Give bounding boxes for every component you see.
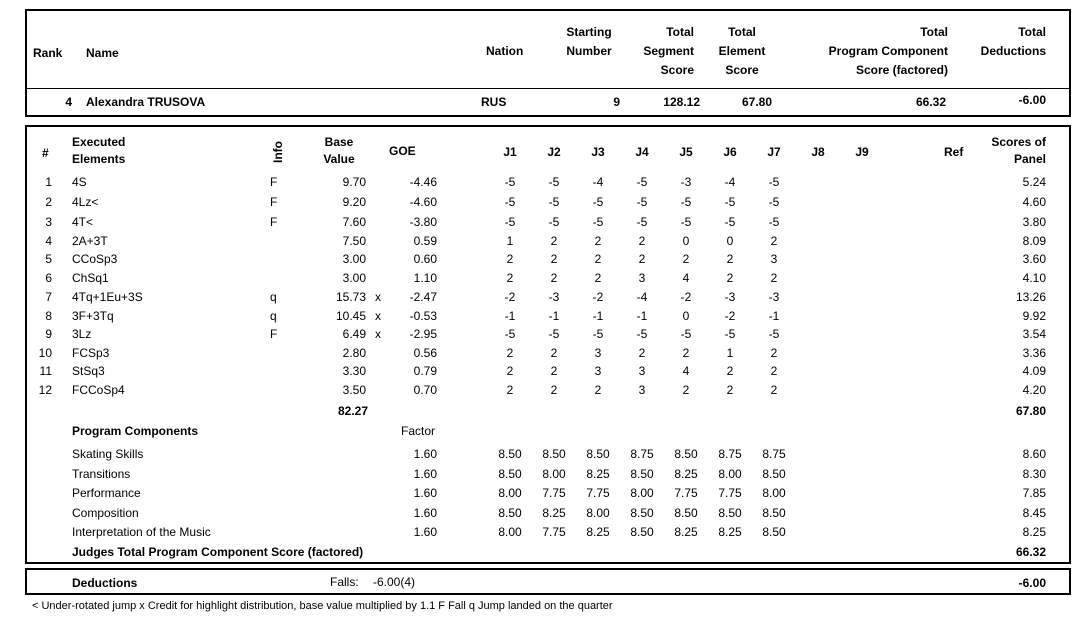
element-info: F xyxy=(270,195,278,209)
element-judge-score: 2 xyxy=(726,364,734,378)
element-bonus-mark: x xyxy=(375,327,381,341)
header-pcs-line2: Program Component xyxy=(828,44,948,58)
element-base-value: 3.30 xyxy=(342,364,366,378)
element-panel-score: 8.09 xyxy=(1022,234,1046,248)
element-judge-score: 2 xyxy=(550,364,558,378)
element-judge-score: 2 xyxy=(506,271,514,285)
element-judge-score: -2 xyxy=(592,290,604,304)
component-judge-score: 8.75 xyxy=(718,447,742,461)
element-base-value: 3.00 xyxy=(342,271,366,285)
element-code: StSq3 xyxy=(72,364,105,378)
component-judge-score: 8.00 xyxy=(542,467,566,481)
element-judge-score: 0 xyxy=(682,234,690,248)
component-factor: 1.60 xyxy=(413,506,437,520)
component-judge-score: 8.50 xyxy=(674,506,698,520)
element-panel-score: 3.36 xyxy=(1022,346,1046,360)
element-judge-score: -1 xyxy=(768,309,780,323)
header-deductions-line1: Total xyxy=(1018,25,1046,39)
element-goe: 1.10 xyxy=(413,271,437,285)
element-judge-score: -5 xyxy=(636,215,648,229)
element-info: q xyxy=(270,309,277,323)
element-judge-score: 2 xyxy=(594,234,602,248)
header-judge-4: J4 xyxy=(635,145,649,159)
component-judge-score: 8.50 xyxy=(498,467,522,481)
element-judge-score: -5 xyxy=(724,215,736,229)
component-judge-score: 8.25 xyxy=(586,525,610,539)
element-judge-score: 3 xyxy=(594,364,602,378)
element-judge-score: 2 xyxy=(726,271,734,285)
skater-nation: RUS xyxy=(481,95,507,109)
element-panel-score: 4.60 xyxy=(1022,195,1046,209)
element-judge-score: 2 xyxy=(594,252,602,266)
component-judge-score: 8.50 xyxy=(630,525,654,539)
component-judge-score: 8.50 xyxy=(762,525,786,539)
component-name: Transitions xyxy=(72,467,131,481)
component-judge-score: 8.25 xyxy=(586,467,610,481)
header-goe: GOE xyxy=(389,144,416,158)
element-goe: 0.79 xyxy=(413,364,437,378)
element-judge-score: -3 xyxy=(680,175,692,189)
component-judge-score: 7.75 xyxy=(674,486,698,500)
element-number: 5 xyxy=(45,252,52,266)
component-name: Skating Skills xyxy=(72,447,144,461)
header-pcs-line1: Total xyxy=(920,25,948,39)
skater-tss: 128.12 xyxy=(663,95,700,109)
pcs-total-value: 66.32 xyxy=(1015,545,1046,559)
element-bonus-mark: x xyxy=(375,309,381,323)
element-number: 3 xyxy=(45,215,52,229)
legend-footnote: < Under-rotated jump x Credit for highlight distribution, base value multiplied by 1.1 F Fall q Jump landed on the quarter xyxy=(32,600,613,612)
element-judge-score: 2 xyxy=(770,383,778,397)
component-judge-score: 8.50 xyxy=(762,506,786,520)
element-judge-score: 2 xyxy=(550,234,558,248)
skater-pcs: 66.32 xyxy=(915,95,946,109)
element-judge-score: 2 xyxy=(682,346,690,360)
element-judge-score: 0 xyxy=(726,234,734,248)
element-judge-score: -5 xyxy=(504,215,516,229)
element-judge-score: -5 xyxy=(636,327,648,341)
element-code: CCoSp3 xyxy=(72,252,118,266)
element-goe: -2.95 xyxy=(409,327,437,341)
element-judge-score: -3 xyxy=(548,290,560,304)
header-ref: Ref xyxy=(944,145,964,159)
element-panel-score: 4.09 xyxy=(1022,364,1046,378)
component-panel-score: 8.25 xyxy=(1022,525,1046,539)
element-judge-score: -5 xyxy=(680,195,692,209)
element-judge-score: 2 xyxy=(506,383,514,397)
header-tss-line2: Segment xyxy=(643,44,694,58)
element-judge-score: 2 xyxy=(506,364,514,378)
element-base-value: 3.00 xyxy=(342,252,366,266)
element-base-value: 7.50 xyxy=(342,234,366,248)
component-judge-score: 7.75 xyxy=(586,486,610,500)
element-code: ChSq1 xyxy=(72,271,109,285)
element-judge-score: 3 xyxy=(770,252,778,266)
element-judge-score: 1 xyxy=(726,346,734,360)
header-judge-6: J6 xyxy=(723,145,737,159)
element-code: 2A+3T xyxy=(72,234,108,248)
element-judge-score: -5 xyxy=(636,175,648,189)
header-judge-2: J2 xyxy=(547,145,561,159)
component-factor: 1.60 xyxy=(413,467,437,481)
element-judge-score: -5 xyxy=(548,175,560,189)
falls-label: Falls: xyxy=(330,575,359,589)
element-judge-score: -1 xyxy=(592,309,604,323)
component-judge-score: 8.25 xyxy=(718,525,742,539)
element-code: 4S xyxy=(72,175,87,189)
header-tes-line1: Total xyxy=(728,25,756,39)
element-panel-score: 3.60 xyxy=(1022,252,1046,266)
header-starting-number-line2: Number xyxy=(566,44,612,58)
header-tss-line1: Total xyxy=(666,25,694,39)
deductions-box xyxy=(25,568,1071,595)
component-factor: 1.60 xyxy=(413,525,437,539)
component-name: Interpretation of the Music xyxy=(72,525,211,539)
element-goe: 0.70 xyxy=(413,383,437,397)
skater-tes: 67.80 xyxy=(741,95,772,109)
element-number: 9 xyxy=(45,327,52,341)
element-judge-score: 1 xyxy=(506,234,514,248)
element-judge-score: 2 xyxy=(638,346,646,360)
element-info: F xyxy=(270,175,278,189)
element-number: 1 xyxy=(45,175,52,189)
element-code: 3Lz xyxy=(72,327,92,341)
element-judge-score: -1 xyxy=(504,309,516,323)
component-panel-score: 8.30 xyxy=(1022,467,1046,481)
element-judge-score: -5 xyxy=(724,327,736,341)
component-judge-score: 8.50 xyxy=(762,467,786,481)
header-executed-line2: Elements xyxy=(72,152,126,166)
deductions-label: Deductions xyxy=(72,576,138,590)
element-judge-score: -1 xyxy=(548,309,560,323)
component-factor: 1.60 xyxy=(413,447,437,461)
element-number: 4 xyxy=(45,234,52,248)
program-components-title: Program Components xyxy=(72,424,199,438)
component-judge-score: 8.50 xyxy=(718,506,742,520)
element-judge-score: 2 xyxy=(638,252,646,266)
header-judge-5: J5 xyxy=(679,145,693,159)
header-nation: Nation xyxy=(486,44,524,58)
element-goe: -3.80 xyxy=(409,215,437,229)
element-judge-score: -5 xyxy=(724,195,736,209)
header-deductions xyxy=(960,25,1046,58)
element-judge-score: -5 xyxy=(680,327,692,341)
header-name: Name xyxy=(86,46,119,60)
element-judge-score: 2 xyxy=(550,383,558,397)
header-tss xyxy=(628,25,694,77)
component-judge-score: 8.00 xyxy=(586,506,610,520)
element-number: 10 xyxy=(38,346,52,360)
header-pcs xyxy=(790,25,948,77)
element-judge-score: 2 xyxy=(726,252,734,266)
skater-name: Alexandra TRUSOVA xyxy=(86,95,206,109)
component-judge-score: 8.25 xyxy=(542,506,566,520)
element-judge-score: -2 xyxy=(680,290,692,304)
element-judge-score: 4 xyxy=(682,271,690,285)
element-judge-score: 2 xyxy=(594,271,602,285)
element-judge-score: -5 xyxy=(680,215,692,229)
header-info: Info xyxy=(271,141,285,163)
element-judge-score: 2 xyxy=(638,234,646,248)
element-judge-score: 2 xyxy=(506,252,514,266)
component-judge-score: 8.50 xyxy=(542,447,566,461)
element-judge-score: 2 xyxy=(550,346,558,360)
element-goe: 0.60 xyxy=(413,252,437,266)
component-judge-score: 7.75 xyxy=(718,486,742,500)
element-number: 2 xyxy=(45,195,52,209)
element-code: 3F+3Tq xyxy=(72,309,114,323)
header-executed-line1: Executed xyxy=(72,135,126,149)
skater-starting-number: 9 xyxy=(613,95,620,109)
pcs-total-label: Judges Total Program Component Score (factored) xyxy=(72,545,364,559)
header-num: # xyxy=(42,146,49,160)
element-judge-score: -5 xyxy=(592,215,604,229)
element-panel-score: 4.20 xyxy=(1022,383,1046,397)
element-judge-score: 2 xyxy=(550,252,558,266)
header-judge-3: J3 xyxy=(591,145,605,159)
element-judge-score: 2 xyxy=(550,271,558,285)
component-judge-score: 8.50 xyxy=(498,506,522,520)
element-judge-score: -5 xyxy=(548,327,560,341)
component-judge-score: 8.75 xyxy=(762,447,786,461)
component-judge-score: 8.00 xyxy=(718,467,742,481)
element-number: 11 xyxy=(39,364,52,378)
header-starting-number xyxy=(554,25,624,58)
element-judge-score: -2 xyxy=(504,290,516,304)
element-goe: -0.53 xyxy=(409,309,437,323)
header-judge-1: J1 xyxy=(503,145,517,159)
element-judge-score: 3 xyxy=(638,271,646,285)
element-number: 7 xyxy=(45,290,52,304)
element-judge-score: -5 xyxy=(592,195,604,209)
summary-divider xyxy=(27,88,1069,89)
component-judge-score: 8.00 xyxy=(762,486,786,500)
element-base-value: 3.50 xyxy=(342,383,366,397)
element-panel-score: 13.26 xyxy=(1015,290,1046,304)
element-base-value: 9.20 xyxy=(342,195,366,209)
element-judge-score: -5 xyxy=(504,175,516,189)
header-tes-line3: Score xyxy=(725,63,759,77)
element-base-value: 9.70 xyxy=(342,175,366,189)
header-scores-of-panel xyxy=(976,135,1046,166)
header-tes-line2: Element xyxy=(718,44,766,58)
element-judge-score: 2 xyxy=(594,383,602,397)
element-base-value: 6.49 xyxy=(342,327,366,341)
element-judge-score: 2 xyxy=(770,234,778,248)
header-base-line2: Value xyxy=(323,152,355,166)
component-panel-score: 8.45 xyxy=(1022,506,1046,520)
element-base-value: 15.73 xyxy=(335,290,366,304)
header-judge-9: J9 xyxy=(855,145,869,159)
element-code: FCSp3 xyxy=(72,346,110,360)
header-pcs-line3: Score (factored) xyxy=(855,63,948,77)
component-judge-score: 8.00 xyxy=(630,486,654,500)
element-number: 12 xyxy=(38,383,52,397)
element-goe: -2.47 xyxy=(409,290,437,304)
element-judge-score: 0 xyxy=(682,309,690,323)
element-code: FCCoSp4 xyxy=(72,383,125,397)
component-judge-score: 8.75 xyxy=(630,447,654,461)
component-name: Composition xyxy=(72,506,139,520)
component-name: Performance xyxy=(72,486,141,500)
element-judge-score: -3 xyxy=(724,290,736,304)
element-panel-score: 9.92 xyxy=(1022,309,1046,323)
element-code: 4Lz< xyxy=(72,195,99,209)
component-judge-score: 8.50 xyxy=(586,447,610,461)
element-judge-score: -4 xyxy=(724,175,736,189)
header-judge-8: J8 xyxy=(811,145,825,159)
element-judge-score: 2 xyxy=(770,364,778,378)
element-judge-score: 2 xyxy=(682,252,690,266)
component-judge-score: 8.25 xyxy=(674,467,698,481)
header-panel-line2: Panel xyxy=(1013,152,1046,166)
element-panel-score: 3.54 xyxy=(1022,327,1046,341)
factor-label: Factor xyxy=(401,424,436,438)
element-judge-score: -5 xyxy=(768,195,780,209)
header-judge-7: J7 xyxy=(767,145,781,159)
element-code: 4Tq+1Eu+3S xyxy=(72,290,143,304)
element-judge-score: -4 xyxy=(636,290,648,304)
element-judge-score: -5 xyxy=(768,327,780,341)
element-judge-score: -5 xyxy=(504,327,516,341)
component-factor: 1.60 xyxy=(413,486,437,500)
element-judge-score: 2 xyxy=(682,383,690,397)
component-panel-score: 8.60 xyxy=(1022,447,1046,461)
header-base-value xyxy=(318,135,360,166)
element-judge-score: -4 xyxy=(592,175,604,189)
element-code: 4T< xyxy=(72,215,94,229)
element-judge-score: 3 xyxy=(594,346,602,360)
element-number: 8 xyxy=(45,309,52,323)
element-info: q xyxy=(270,290,277,304)
element-judge-score: -5 xyxy=(592,327,604,341)
element-judge-score: -1 xyxy=(636,309,648,323)
header-panel-line1: Scores of xyxy=(991,135,1046,149)
component-judge-score: 8.50 xyxy=(498,447,522,461)
element-judge-score: -2 xyxy=(724,309,736,323)
header-tss-line3: Score xyxy=(660,63,694,77)
element-panel-score: 3.80 xyxy=(1022,215,1046,229)
component-judge-score: 8.00 xyxy=(498,486,522,500)
element-base-value: 10.45 xyxy=(335,309,366,323)
element-judge-score: 2 xyxy=(506,346,514,360)
element-number: 6 xyxy=(45,271,52,285)
component-judge-score: 8.25 xyxy=(674,525,698,539)
element-judge-score: -5 xyxy=(548,215,560,229)
element-judge-score: -5 xyxy=(548,195,560,209)
component-judge-score: 8.50 xyxy=(630,467,654,481)
header-rank: Rank xyxy=(33,46,63,60)
component-judge-score: 7.75 xyxy=(542,525,566,539)
header-tes xyxy=(707,25,777,77)
falls-value: -6.00(4) xyxy=(373,575,416,589)
element-judge-score: 2 xyxy=(770,271,778,285)
element-goe: -4.46 xyxy=(409,175,437,189)
component-judge-score: 8.50 xyxy=(630,506,654,520)
component-judge-score: 7.75 xyxy=(542,486,566,500)
element-base-value: 2.80 xyxy=(342,346,366,360)
skater-deductions: -6.00 xyxy=(1018,93,1046,107)
element-panel-score: 5.24 xyxy=(1022,175,1046,189)
component-judge-score: 8.00 xyxy=(498,525,522,539)
element-judge-score: 2 xyxy=(770,346,778,360)
element-judge-score: -3 xyxy=(768,290,780,304)
component-judge-score: 8.50 xyxy=(674,447,698,461)
element-judge-score: 2 xyxy=(726,383,734,397)
element-panel-score: 4.10 xyxy=(1022,271,1046,285)
element-goe: -4.60 xyxy=(409,195,437,209)
skater-rank: 4 xyxy=(65,95,72,109)
element-judge-score: 3 xyxy=(638,383,646,397)
element-judge-score: -5 xyxy=(504,195,516,209)
element-base-value: 7.60 xyxy=(342,215,366,229)
element-info: F xyxy=(270,327,278,341)
element-judge-score: 3 xyxy=(638,364,646,378)
header-executed-elements xyxy=(72,135,125,166)
element-judge-score: 4 xyxy=(682,364,690,378)
panel-elements-total: 67.80 xyxy=(1015,404,1046,418)
base-value-total: 82.27 xyxy=(337,404,368,418)
component-panel-score: 7.85 xyxy=(1022,486,1046,500)
header-deductions-line2: Deductions xyxy=(980,44,1046,58)
element-bonus-mark: x xyxy=(375,290,381,304)
deductions-total: -6.00 xyxy=(1018,576,1046,590)
element-judge-score: -5 xyxy=(636,195,648,209)
element-judge-score: -5 xyxy=(768,215,780,229)
header-starting-number-line1: Starting xyxy=(566,25,612,39)
header-base-line1: Base xyxy=(324,135,354,149)
element-goe: 0.56 xyxy=(413,346,437,360)
element-info: F xyxy=(270,215,278,229)
element-goe: 0.59 xyxy=(413,234,437,248)
element-judge-score: -5 xyxy=(768,175,780,189)
